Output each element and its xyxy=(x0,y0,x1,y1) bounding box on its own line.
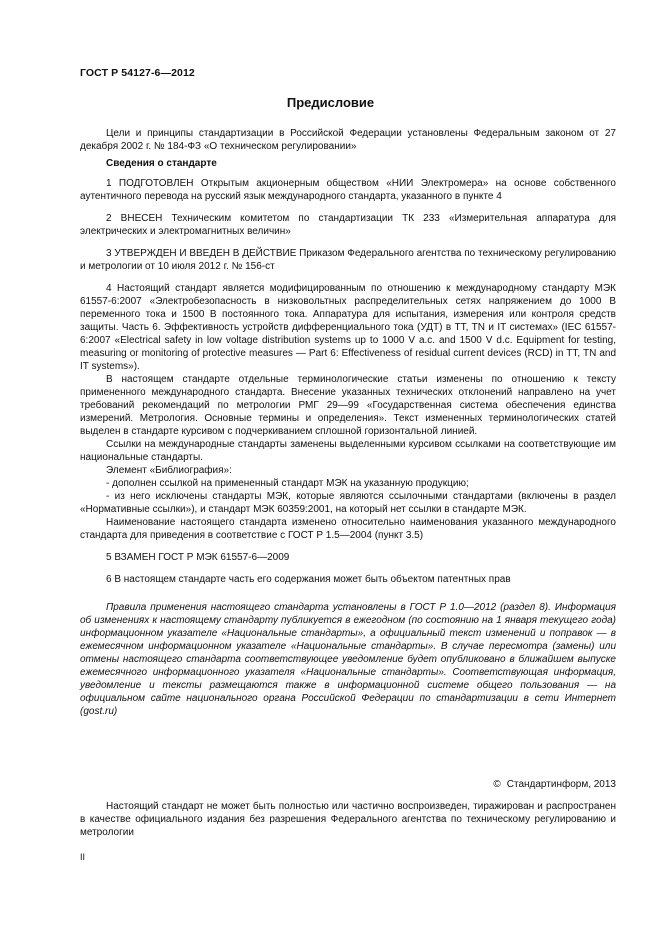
item-4-terms-paragraph: В настоящем стандарте отдельные терминологические статьи изменены по отношению к тексту примененного международного стандарта. Внесение указанных технических отклонений направлено на учет требований рекомендаций по метрологии РМГ 29—99 «Государственная система обеспечения единства измерений. Метрология. Основные термины и определения». Текст измененных терминологических статей выделен в стандарте курсивом с подчеркиванием сплошной горизонтальной линией. xyxy=(80,374,616,437)
item-4-refs-paragraph: Ссылки на международные стандарты заменены выделенными курсивом ссылками на соответствующие им национальные стандарты. xyxy=(80,439,616,463)
standard-code-header: ГОСТ Р 54127-6—2012 xyxy=(80,67,195,79)
section-heading: Сведения о стандарте xyxy=(106,158,217,169)
reproduction-notice xyxy=(80,800,616,839)
item-4-biblio-line-1: - дополнен ссылкой на примененный стандарт МЭК на указанную продукцию; xyxy=(106,478,469,489)
copyright-text: Стандартинформ, 2013 xyxy=(506,779,616,790)
rules-paragraph: Правила применения настоящего стандарта установлены в ГОСТ Р 1.0—2012 (раздел 8). Информация об изменениях к настоящему стандарту публикуется в ежегодном (по состоянию на 1 января текущего года) информационном указателе «Национальные стандарты», а официальный текст изменений и поправок — в ежемесячном информационном указателе «Национальные стандарты». В случае пересмотра (замены) или отмены настоящего стандарта соответствующее уведомление будет опубликовано в ближайшем выпуске ежемесячного информационного указателя «Национальные стандарты». Соответствующая информация, уведомление и тексты размещаются также в информационной системе общего пользования — на официальном сайте национального органа Российской Федерации по стандартизации в сети Интернет (gost.ru) xyxy=(80,602,616,717)
rules-italic-block xyxy=(80,601,616,718)
item-3: 3 УТВЕРЖДЕН И ВВЕДЕН В ДЕЙСТВИЕ Приказом Федерального агентства по техническому регулированию и метрологии от 10 июля 2012 г. № 156-ст xyxy=(80,248,616,272)
item-4-main: 4 Настоящий стандарт является модифицированным по отношению к международному стандарту МЭК 61557-6:2007 «Электробезопасность в низковольтных распределительных сетях напряжением до 1000 В переменного тока и 1500 В постоянного тока. Аппаратура для испытания, измерения или контроля средств защиты. Часть 6. Эффективность устройств дифференциального тока (УДТ) в TT, TN и IT системах» (IEC 61557-6:2007 «Electrical safety in low voltage distribution systems up to 1000 V a.c. and 1500 V d.c. Equipment for testing, measuring or monitoring of protective measures — Part 6: Effectiveness of residual current devices (RCD) in TT, TN and IT systems»). xyxy=(80,283,616,372)
item-6: 6 В настоящем стандарте часть его содержания может быть объектом патентных прав xyxy=(106,574,511,585)
item-5: 5 ВЗАМЕН ГОСТ Р МЭК 61557-6—2009 xyxy=(106,552,290,563)
foreword-body xyxy=(80,127,616,586)
copyright-symbol: © xyxy=(493,779,501,790)
item-4-name-paragraph: Наименование настоящего стандарта изменено относительно наименования указанного международного стандарта для приведения в соответствие с ГОСТ Р 1.5—2004 (пункт 3.5) xyxy=(80,517,616,541)
page-number: II xyxy=(80,852,86,862)
item-4-biblio-line-2: - из него исключены стандарты МЭК, которые являются ссылочными стандартами (включены в раздел «Нормативные ссылки»), и стандарт МЭК 60359:2001, на который нет ссылки в стандарте МЭК. xyxy=(80,491,616,515)
page-title: Предисловие xyxy=(286,95,375,110)
notice-paragraph: Настоящий стандарт не может быть полностью или частично воспроизведен, тиражирован и распространен в качестве официального издания без разрешения Федерального агентства по техническому регулированию и метрологии xyxy=(80,801,616,838)
item-2: 2 ВНЕСЕН Техническим комитетом по стандартизации ТК 233 «Измерительная аппаратура для электрических и электромагнитных величин» xyxy=(80,213,616,237)
intro-paragraph: Цели и принципы стандартизации в Российской Федерации установлены Федеральным законом от 27 декабря 2002 г. № 184-ФЗ «О техническом регулировании» xyxy=(80,128,616,152)
copyright-line xyxy=(493,779,616,790)
item-1: 1 ПОДГОТОВЛЕН Открытым акционерным обществом «НИИ Электромера» на основе собственного аутентичного перевода на русский язык международного стандарта, указанного в пункте 4 xyxy=(80,178,616,202)
item-4-biblio-intro: Элемент «Библиография»: xyxy=(106,465,232,476)
